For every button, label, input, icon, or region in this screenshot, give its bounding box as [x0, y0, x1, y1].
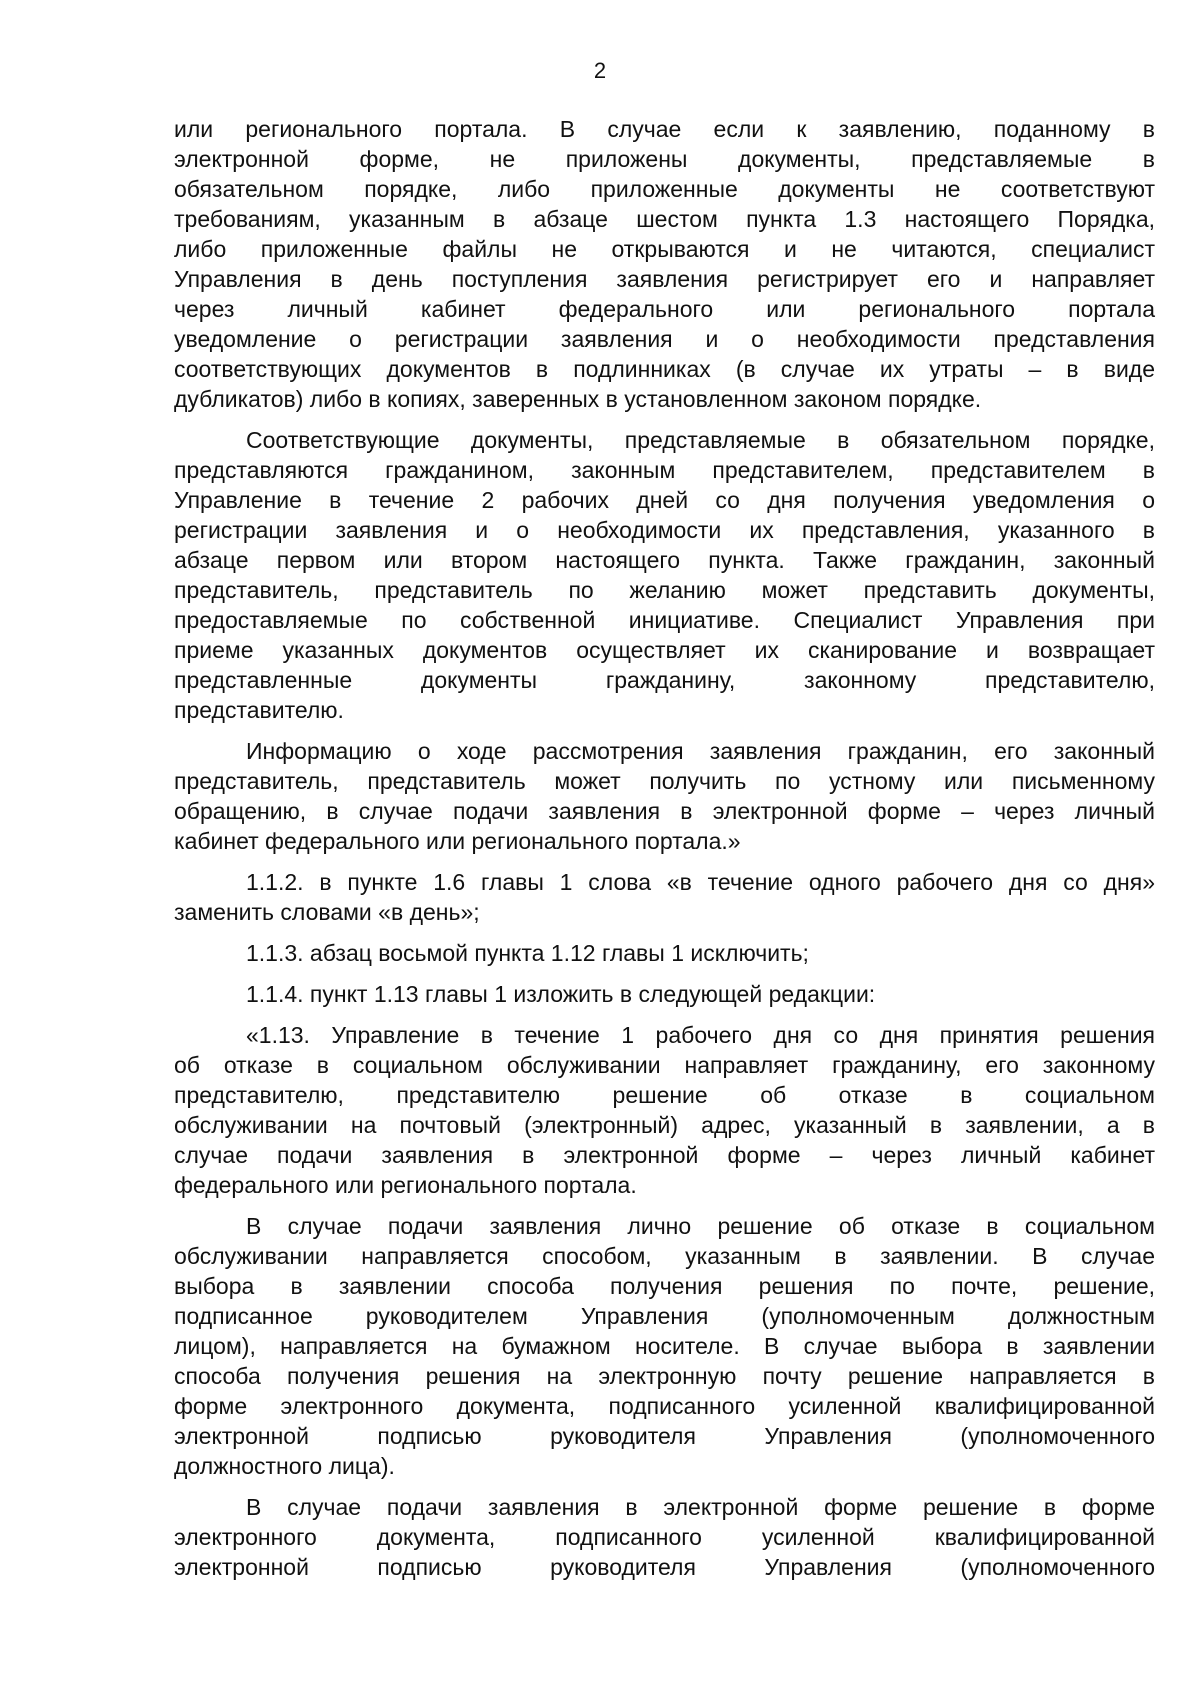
text-line: способа получения решения на электронную почту решение направляется в — [174, 1363, 1155, 1389]
text-line: или регионального портала. В случае если к заявлению, поданному в — [174, 116, 1155, 142]
paragraph-gap — [174, 927, 1155, 938]
paragraph — [174, 736, 1155, 856]
text-line: «1.13. Управление в течение 1 рабочего дня со дня принятия решения — [246, 1022, 1155, 1048]
text-line: электронной подписью руководителя Управления (уполномоченного — [174, 1423, 1155, 1449]
text-line: представляются гражданином, законным представителем, представителем в — [174, 457, 1155, 483]
text-line: 1.1.2. в пункте 1.6 главы 1 слова «в течение одного рабочего дня со дня» — [246, 869, 1155, 895]
text-line: обращению, в случае подачи заявления в электронной форме – через личный — [174, 798, 1155, 824]
text-line: соответствующих документов в подлинниках (в случае их утраты – в виде — [174, 356, 1155, 382]
paragraph-gap — [174, 968, 1155, 979]
paragraph — [174, 1211, 1155, 1481]
paragraph-gap — [174, 1481, 1155, 1492]
text-line: представителю, представителю решение об отказе в социальном — [174, 1082, 1155, 1108]
text-line: через личный кабинет федерального или регионального портала — [174, 296, 1155, 322]
text-line: Информацию о ходе рассмотрения заявления гражданин, его законный — [246, 738, 1155, 764]
text-line: В случае подачи заявления лично решение об отказе в социальном — [246, 1213, 1155, 1239]
text-line: обязательном порядке, либо приложенные документы не соответствуют — [174, 176, 1155, 202]
text-line: дубликатов) либо в копиях, заверенных в установленном законом порядке. — [174, 386, 982, 412]
text-line: Соответствующие документы, представляемые в обязательном порядке, — [246, 427, 1155, 453]
text-line: представленные документы гражданину, законному представителю, — [174, 667, 1155, 693]
text-line: федерального или регионального портала. — [174, 1172, 637, 1198]
paragraph — [174, 425, 1155, 725]
text-line: выбора в заявлении способа получения решения по почте, решение, — [174, 1273, 1155, 1299]
text-line: электронной подписью руководителя Управления (уполномоченного — [174, 1554, 1155, 1580]
text-line: случае подачи заявления в электронной форме – через личный кабинет — [174, 1142, 1155, 1168]
paragraph — [174, 979, 1155, 1009]
text-line: абзаце первом или втором настоящего пункта. Также гражданин, законный — [174, 547, 1155, 573]
text-line: Управление в течение 2 рабочих дней со дня получения уведомления о — [174, 487, 1155, 513]
paragraph-gap — [174, 725, 1155, 736]
text-line: либо приложенные файлы не открываются и не читаются, специалист — [174, 236, 1155, 262]
text-line: 1.1.4. пункт 1.13 главы 1 изложить в следующей редакции: — [246, 981, 876, 1007]
text-line: Управления в день поступления заявления регистрирует его и направляет — [174, 266, 1155, 292]
text-line: электронной форме, не приложены документы, представляемые в — [174, 146, 1155, 172]
paragraph-gap — [174, 1009, 1155, 1020]
text-line: В случае подачи заявления в электронной форме решение в форме — [246, 1494, 1155, 1520]
text-line: представитель, представитель по желанию может представить документы, — [174, 577, 1155, 603]
text-line: электронного документа, подписанного усиленной квалифицированной — [174, 1524, 1155, 1550]
paragraph — [174, 938, 1155, 968]
paragraph-gap — [174, 414, 1155, 425]
text-line: требованиям, указанным в абзаце шестом пункта 1.3 настоящего Порядка, — [174, 206, 1155, 232]
paragraph — [174, 1492, 1155, 1582]
text-line: форме электронного документа, подписанного усиленной квалифицированной — [174, 1393, 1155, 1419]
text-line: об отказе в социальном обслуживании направляет гражданину, его законному — [174, 1052, 1155, 1078]
text-line: 1.1.3. абзац восьмой пункта 1.12 главы 1 исключить; — [246, 940, 809, 966]
text-line: представитель, представитель может получить по устному или письменному — [174, 768, 1155, 794]
text-line: обслуживании на почтовый (электронный) адрес, указанный в заявлении, а в — [174, 1112, 1155, 1138]
page-number: 2 — [593, 58, 607, 83]
text-line: регистрации заявления и о необходимости их представления, указанного в — [174, 517, 1155, 543]
text-line: предоставляемые по собственной инициативе. Специалист Управления при — [174, 607, 1155, 633]
paragraph — [174, 114, 1155, 414]
text-line: заменить словами «в день»; — [174, 899, 480, 925]
document-body — [174, 114, 1155, 1582]
text-line: подписанное руководителем Управления (уполномоченным должностным — [174, 1303, 1155, 1329]
text-line: должностного лица). — [174, 1453, 395, 1479]
text-line: кабинет федерального или регионального портала.» — [174, 828, 741, 854]
text-line: обслуживании направляется способом, указанным в заявлении. В случае — [174, 1243, 1155, 1269]
text-line: приеме указанных документов осуществляет их сканирование и возвращает — [174, 637, 1155, 663]
paragraph — [174, 867, 1155, 927]
text-line: уведомление о регистрации заявления и о необходимости представления — [174, 326, 1155, 352]
text-line: лицом), направляется на бумажном носителе. В случае выбора в заявлении — [174, 1333, 1155, 1359]
paragraph-gap — [174, 856, 1155, 867]
text-line: представителю. — [174, 697, 344, 723]
paragraph-gap — [174, 1200, 1155, 1211]
paragraph — [174, 1020, 1155, 1200]
